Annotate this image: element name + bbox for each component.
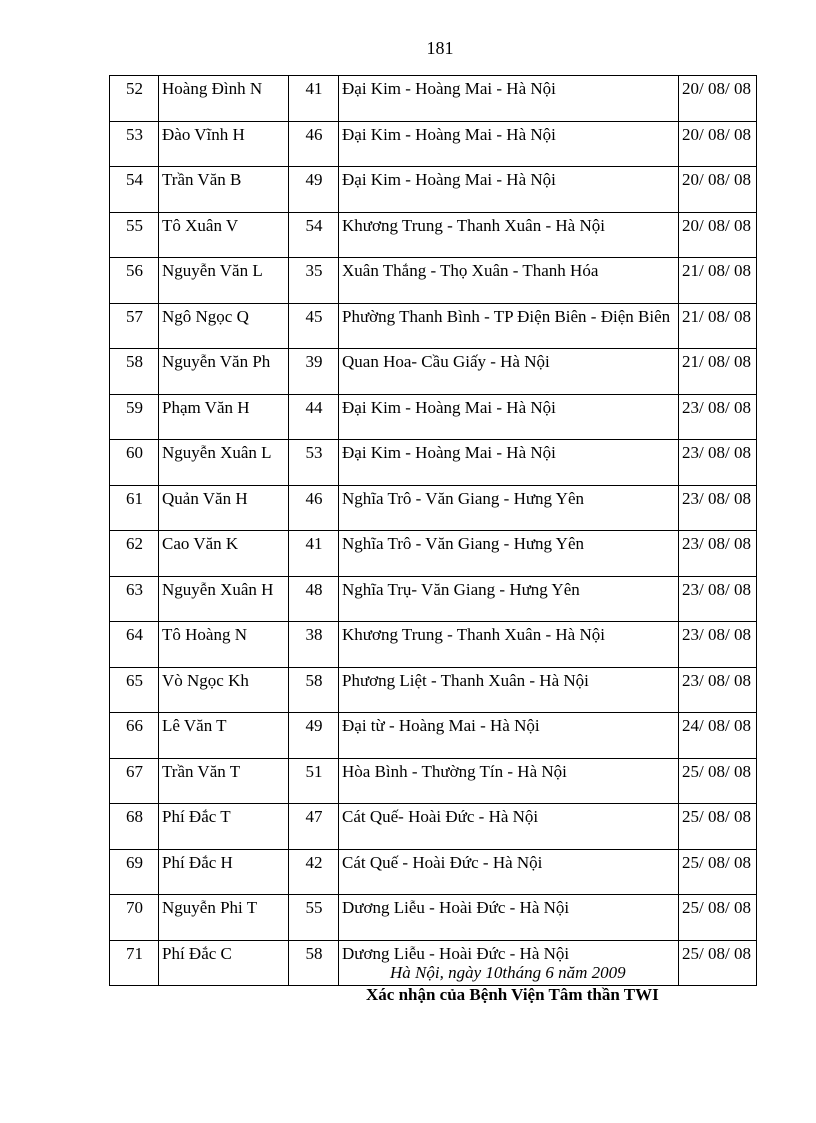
patient-address: Dương Liễu - Hoài Đức - Hà Nội — [339, 940, 679, 986]
patient-age: 38 — [289, 622, 339, 668]
table-row — [110, 667, 757, 713]
patient-name: Cao Văn K — [159, 531, 289, 577]
table-row — [110, 576, 757, 622]
patient-age: 47 — [289, 804, 339, 850]
patient-name: Quản Văn H — [159, 485, 289, 531]
admission-date: 23/ 08/ 08 — [679, 394, 757, 440]
table-row — [110, 394, 757, 440]
admission-date: 23/ 08/ 08 — [679, 485, 757, 531]
patient-age: 58 — [289, 940, 339, 986]
patient-name: Vò Ngọc Kh — [159, 667, 289, 713]
row-number: 60 — [110, 440, 159, 486]
admission-date: 20/ 08/ 08 — [679, 167, 757, 213]
patient-age: 35 — [289, 258, 339, 304]
patient-address: Hòa Bình - Thường Tín - Hà Nội — [339, 758, 679, 804]
patient-address: Xuân Thắng - Thọ Xuân - Thanh Hóa — [339, 258, 679, 304]
patient-address: Nghĩa Trụ- Văn Giang - Hưng Yên — [339, 576, 679, 622]
admission-date: 25/ 08/ 08 — [679, 895, 757, 941]
row-number: 70 — [110, 895, 159, 941]
row-number: 56 — [110, 258, 159, 304]
table-row — [110, 167, 757, 213]
admission-date: 21/ 08/ 08 — [679, 349, 757, 395]
table-row — [110, 258, 757, 304]
patient-address: Khương Trung - Thanh Xuân - Hà Nội — [339, 212, 679, 258]
patient-address: Phường Thanh Bình - TP Điện Biên - Điện Biên — [339, 303, 679, 349]
table-row — [110, 76, 757, 122]
patient-age: 41 — [289, 76, 339, 122]
table-row — [110, 349, 757, 395]
patient-name: Lê Văn T — [159, 713, 289, 759]
patient-age: 51 — [289, 758, 339, 804]
hospital-confirmation: Xác nhận của Bệnh Viện Tâm thần TWI — [366, 985, 659, 1004]
row-number: 59 — [110, 394, 159, 440]
patient-age: 46 — [289, 121, 339, 167]
patient-name: Tô Xuân V — [159, 212, 289, 258]
table-row — [110, 622, 757, 668]
admission-date: 25/ 08/ 08 — [679, 758, 757, 804]
patient-address: Cát Quế - Hoài Đức - Hà Nội — [339, 849, 679, 895]
admission-date: 23/ 08/ 08 — [679, 440, 757, 486]
admission-date: 20/ 08/ 08 — [679, 76, 757, 122]
patient-age: 45 — [289, 303, 339, 349]
patient-age: 54 — [289, 212, 339, 258]
patient-name: Nguyễn Văn L — [159, 258, 289, 304]
admission-date: 20/ 08/ 08 — [679, 212, 757, 258]
row-number: 67 — [110, 758, 159, 804]
row-number: 52 — [110, 76, 159, 122]
patient-address: Đại Kim - Hoàng Mai - Hà Nội — [339, 76, 679, 122]
page-number: 181 — [426, 38, 454, 58]
patient-address: Khương Trung - Thanh Xuân - Hà Nội — [339, 622, 679, 668]
admission-date: 20/ 08/ 08 — [679, 121, 757, 167]
patient-address: Đại từ - Hoàng Mai - Hà Nội — [339, 713, 679, 759]
patient-age: 48 — [289, 576, 339, 622]
admission-date: 23/ 08/ 08 — [679, 576, 757, 622]
patient-name: Nguyễn Văn Ph — [159, 349, 289, 395]
patient-name: Nguyễn Xuân H — [159, 576, 289, 622]
table-row — [110, 531, 757, 577]
patient-age: 49 — [289, 167, 339, 213]
patient-name: Ngô Ngọc Q — [159, 303, 289, 349]
admission-date: 25/ 08/ 08 — [679, 849, 757, 895]
patient-name: Trần Văn B — [159, 167, 289, 213]
table-row — [110, 212, 757, 258]
patient-age: 58 — [289, 667, 339, 713]
row-number: 53 — [110, 121, 159, 167]
patient-age: 41 — [289, 531, 339, 577]
row-number: 63 — [110, 576, 159, 622]
table-row — [110, 849, 757, 895]
patient-name: Phạm Văn H — [159, 394, 289, 440]
patient-address: Dương Liễu - Hoài Đức - Hà Nội — [339, 895, 679, 941]
patient-age: 55 — [289, 895, 339, 941]
admission-date: 21/ 08/ 08 — [679, 258, 757, 304]
row-number: 68 — [110, 804, 159, 850]
patient-age: 39 — [289, 349, 339, 395]
patient-name: Nguyễn Xuân L — [159, 440, 289, 486]
patient-address: Đại Kim - Hoàng Mai - Hà Nội — [339, 394, 679, 440]
admission-date: 25/ 08/ 08 — [679, 804, 757, 850]
patient-address: Đại Kim - Hoàng Mai - Hà Nội — [339, 440, 679, 486]
patient-address: Nghĩa Trô - Văn Giang - Hưng Yên — [339, 485, 679, 531]
admission-date: 25/ 08/ 08 — [679, 940, 757, 986]
table-row — [110, 303, 757, 349]
row-number: 66 — [110, 713, 159, 759]
patient-address: Nghĩa Trô - Văn Giang - Hưng Yên — [339, 531, 679, 577]
patient-age: 42 — [289, 849, 339, 895]
patient-name: Phí Đắc H — [159, 849, 289, 895]
patient-address: Đại Kim - Hoàng Mai - Hà Nội — [339, 167, 679, 213]
table-row — [110, 895, 757, 941]
row-number: 64 — [110, 622, 159, 668]
admission-date: 23/ 08/ 08 — [679, 531, 757, 577]
patient-address: Phương Liệt - Thanh Xuân - Hà Nội — [339, 667, 679, 713]
admission-date: 24/ 08/ 08 — [679, 713, 757, 759]
patient-table — [109, 75, 757, 986]
patient-age: 46 — [289, 485, 339, 531]
patient-age: 44 — [289, 394, 339, 440]
table-row — [110, 758, 757, 804]
patient-name: Hoàng Đình N — [159, 76, 289, 122]
table-row — [110, 440, 757, 486]
row-number: 71 — [110, 940, 159, 986]
row-number: 58 — [110, 349, 159, 395]
patient-name: Nguyễn Phi T — [159, 895, 289, 941]
patient-name: Đào Vĩnh H — [159, 121, 289, 167]
table-row — [110, 713, 757, 759]
table-row — [110, 121, 757, 167]
patient-address: Đại Kim - Hoàng Mai - Hà Nội — [339, 121, 679, 167]
row-number: 54 — [110, 167, 159, 213]
patient-address: Cát Quế- Hoài Đức - Hà Nội — [339, 804, 679, 850]
row-number: 61 — [110, 485, 159, 531]
patient-name: Phí Đắc T — [159, 804, 289, 850]
row-number: 62 — [110, 531, 159, 577]
patient-address: Quan Hoa- Cầu Giấy - Hà Nội — [339, 349, 679, 395]
patient-name: Trần Văn T — [159, 758, 289, 804]
patient-name: Tô Hoàng N — [159, 622, 289, 668]
row-number: 65 — [110, 667, 159, 713]
table-row — [110, 804, 757, 850]
signing-date: Hà Nội, ngày 10tháng 6 năm 2009 — [390, 963, 626, 982]
patient-age: 53 — [289, 440, 339, 486]
row-number: 69 — [110, 849, 159, 895]
admission-date: 23/ 08/ 08 — [679, 667, 757, 713]
row-number: 57 — [110, 303, 159, 349]
admission-date: 23/ 08/ 08 — [679, 622, 757, 668]
patient-age: 49 — [289, 713, 339, 759]
row-number: 55 — [110, 212, 159, 258]
patient-name: Phí Đắc C — [159, 940, 289, 986]
table-row — [110, 485, 757, 531]
admission-date: 21/ 08/ 08 — [679, 303, 757, 349]
patient-table-body — [110, 76, 757, 986]
